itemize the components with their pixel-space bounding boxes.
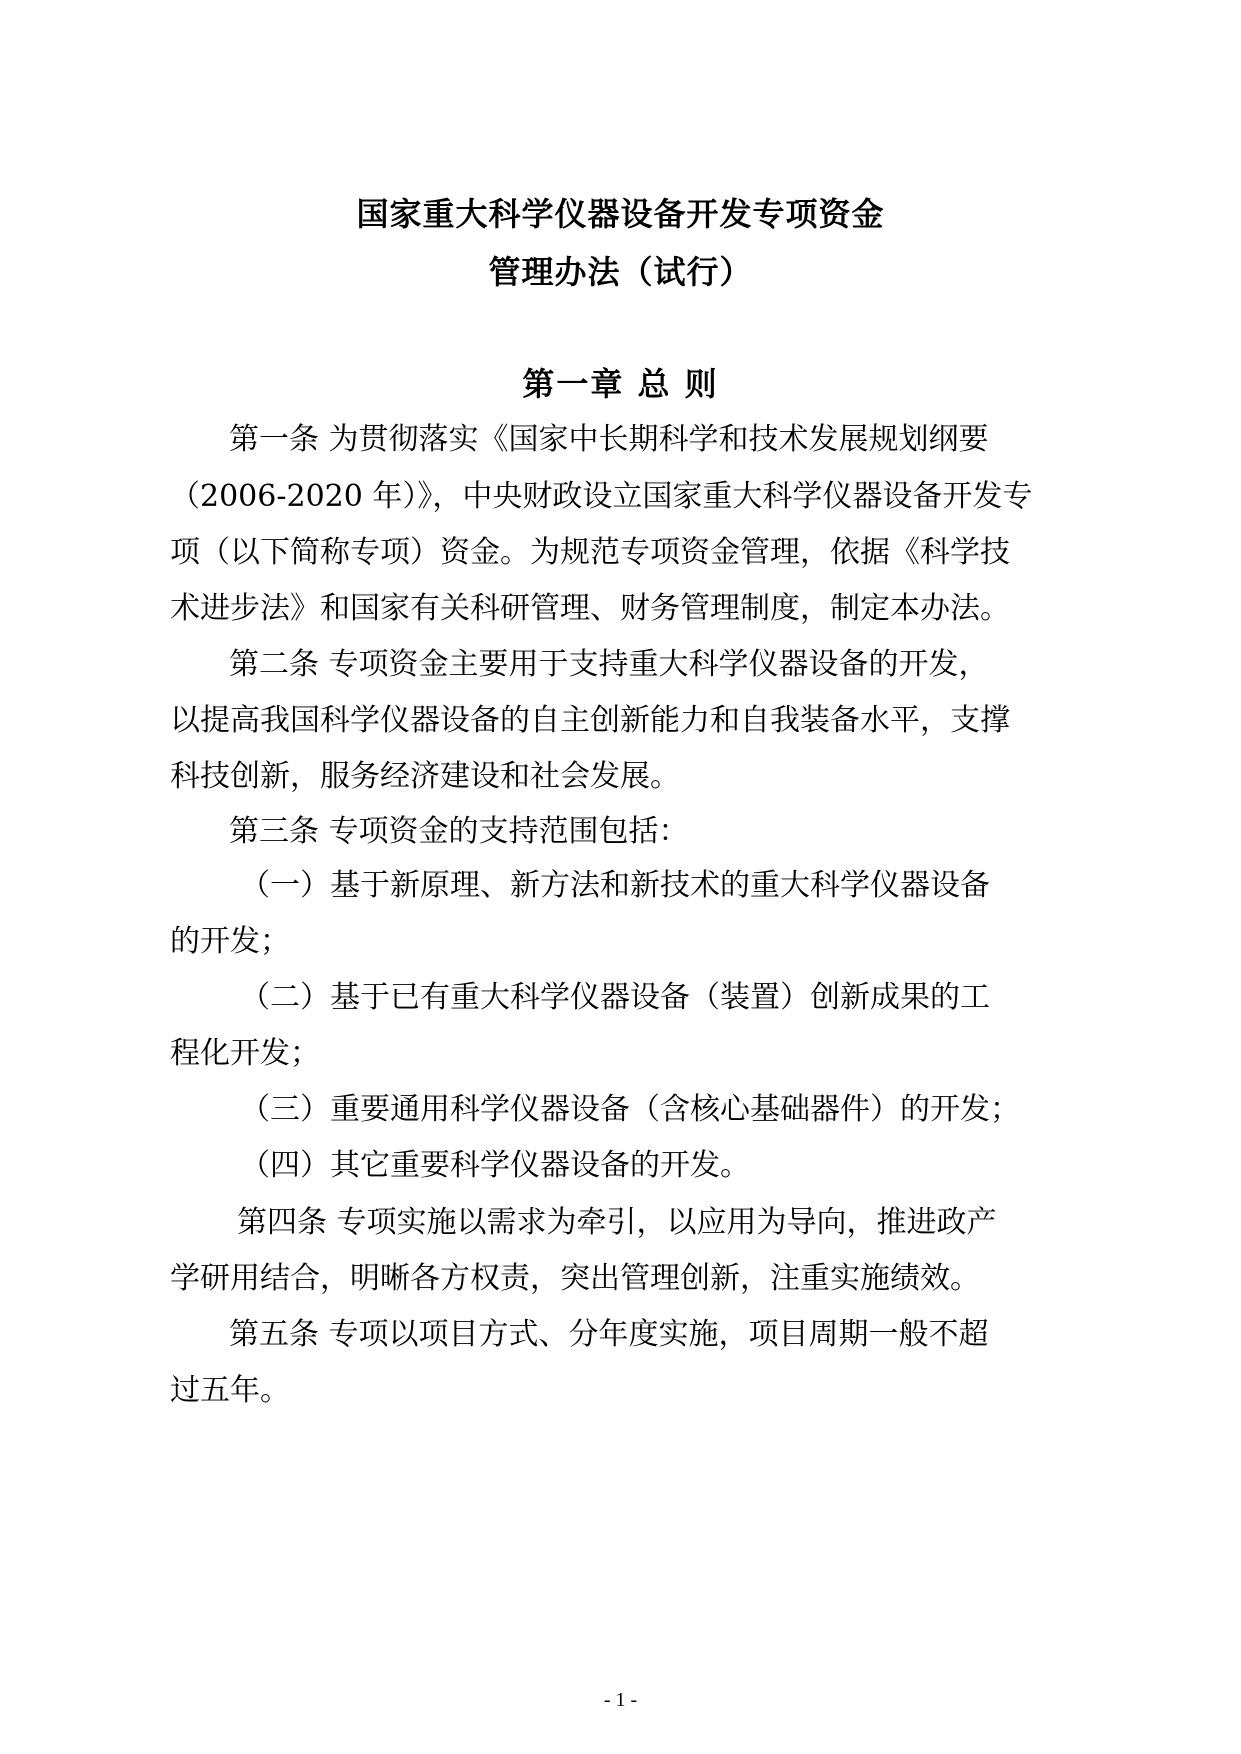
article-3-item-2-line-1: （二）基于已有重大科学仪器设备（装置）创新成果的工 [240, 980, 990, 1015]
article-3-item-1-line-1: （一）基于新原理、新方法和新技术的重大科学仪器设备 [240, 868, 990, 903]
article-1-line-1: 第一条 为贯彻落实《国家中长期科学和技术发展规划纲要 [229, 422, 989, 457]
document-title-line-2: 管理办法（试行） [488, 253, 753, 291]
article-4-line-1: 第四条 专项实施以需求为牵引，以应用为导向，推进政产 [237, 1205, 997, 1240]
article-2-line-2: 以提高我国科学仪器设备的自主创新能力和自我装备水平，支撑 [170, 703, 1010, 738]
article-1-line-2: （2006-2020 年）》，中央财政设立国家重大科学仪器设备开发专 [170, 479, 1033, 514]
article-3-item-4: （四）其它重要科学仪器设备的开发。 [240, 1148, 750, 1183]
document-title-line-1: 国家重大科学仪器设备开发专项资金 [356, 195, 885, 233]
article-1-line-4: 术进步法》和国家有关科研管理、财务管理制度，制定本办法。 [170, 591, 1010, 626]
article-5-line-1: 第五条 专项以项目方式、分年度实施，项目周期一般不超 [229, 1317, 989, 1352]
article-3-item-3: （三）重要通用科学仪器设备（含核心基础器件）的开发； [240, 1092, 1020, 1127]
page-number: - 1 - [603, 1689, 638, 1711]
article-5-line-2: 过五年。 [170, 1373, 290, 1408]
article-3-line-1: 第三条 专项资金的支持范围包括： [229, 814, 689, 849]
article-1-line-3: 项（以下简称专项）资金。为规范专项资金管理，依据《科学技 [170, 535, 1010, 570]
article-4-line-2: 学研用结合，明晰各方权责，突出管理创新，注重实施绩效。 [170, 1261, 980, 1296]
article-3-item-1-line-2: 的开发； [170, 924, 290, 959]
chapter-heading: 第一章 总 则 [522, 365, 719, 403]
article-2-line-1: 第二条 专项资金主要用于支持重大科学仪器设备的开发， [229, 647, 989, 682]
article-2-line-3: 科技创新，服务经济建设和社会发展。 [170, 759, 680, 794]
article-3-item-2-line-2: 程化开发； [170, 1036, 320, 1071]
